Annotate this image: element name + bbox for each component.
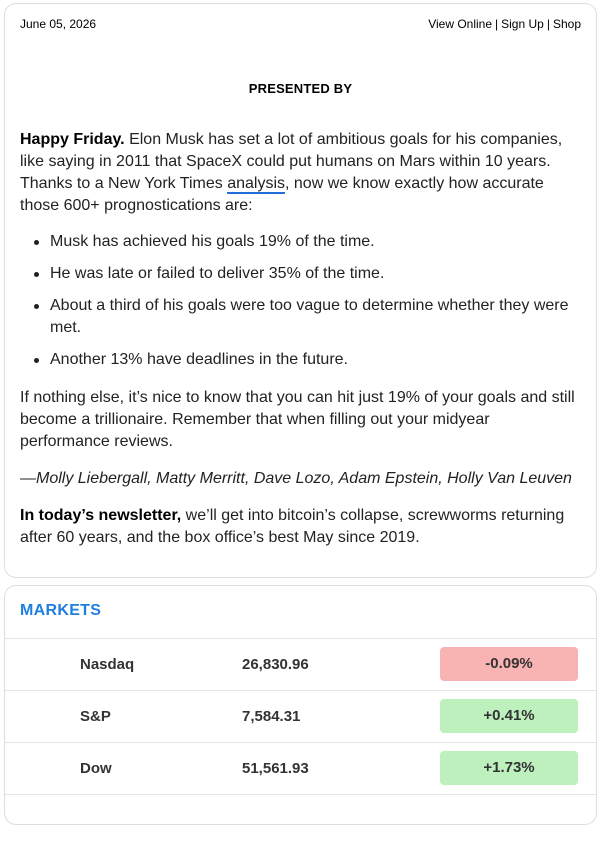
trillionaire-paragraph: If nothing else, it’s nice to know that you can hit just 19% of your goals and still become a trillionaire. Remember that when filling out your midyear performance reviews.: [20, 389, 575, 450]
shop-link[interactable]: Shop: [552, 17, 581, 31]
today-lead: In today’s newsletter,: [20, 507, 182, 524]
issue-date: June 05, 2026: [20, 17, 97, 31]
header-links: [428, 17, 581, 31]
market-row-sp: [5, 690, 596, 742]
newsletter-content: [20, 129, 576, 549]
market-value: 51,561.93: [242, 760, 309, 777]
market-change-badge: +1.73%: [440, 751, 578, 785]
market-row-dow: [5, 742, 596, 794]
markets-title: MARKETS: [20, 602, 102, 619]
market-name: Dow: [80, 760, 112, 777]
today-text: we’ll get into bitcoin’s collapse, screwworms returning after 60 years, and the box office’s best May since 2019.: [20, 507, 565, 546]
list-item: About a third of his goals were too vague to determine whether they were met.: [50, 295, 576, 339]
sign-up-link[interactable]: Sign Up: [501, 17, 544, 31]
intro-paragraph: [20, 129, 576, 217]
list-item: Musk has achieved his goals 19% of the time.: [50, 231, 576, 253]
link-separator: |: [546, 17, 550, 31]
stats-bullet-list: [20, 231, 576, 371]
author-signoff: —Molly Liebergall, Matty Merritt, Dave Lozo, Adam Epstein, Holly Van Leuven: [20, 470, 572, 487]
market-change-badge: +0.41%: [440, 699, 578, 733]
today-paragraph: [20, 505, 576, 549]
market-row-nasdaq: [5, 638, 596, 690]
market-row-next: [5, 794, 596, 846]
list-item: Another 13% have deadlines in the future.: [50, 349, 576, 371]
market-value: 7,584.31: [242, 708, 301, 725]
market-change-badge: -0.09%: [440, 647, 578, 681]
greeting: Happy Friday.: [20, 131, 125, 148]
intro-text-after-link: , now we know exactly how accurate those 600+ prognostications are:: [20, 175, 544, 214]
top-bar: [20, 17, 581, 31]
list-item: He was late or failed to deliver 35% of the time.: [50, 263, 576, 285]
market-name: Nasdaq: [80, 656, 135, 673]
newsletter-body-card: [4, 3, 597, 578]
market-name: S&P: [80, 708, 111, 725]
presented-by-label: PRESENTED BY: [248, 81, 353, 96]
intro-text-before-link: Elon Musk has set a lot of ambitious goals for his companies, like saying in 2011 that SpaceX could put humans on Mars within 10 years. Thanks to a New York Times: [20, 131, 563, 192]
analysis-link[interactable]: analysis: [227, 175, 286, 192]
view-online-link[interactable]: View Online: [428, 17, 493, 31]
link-separator: |: [495, 17, 499, 31]
market-value: 26,830.96: [242, 656, 309, 673]
markets-card: [4, 585, 597, 825]
